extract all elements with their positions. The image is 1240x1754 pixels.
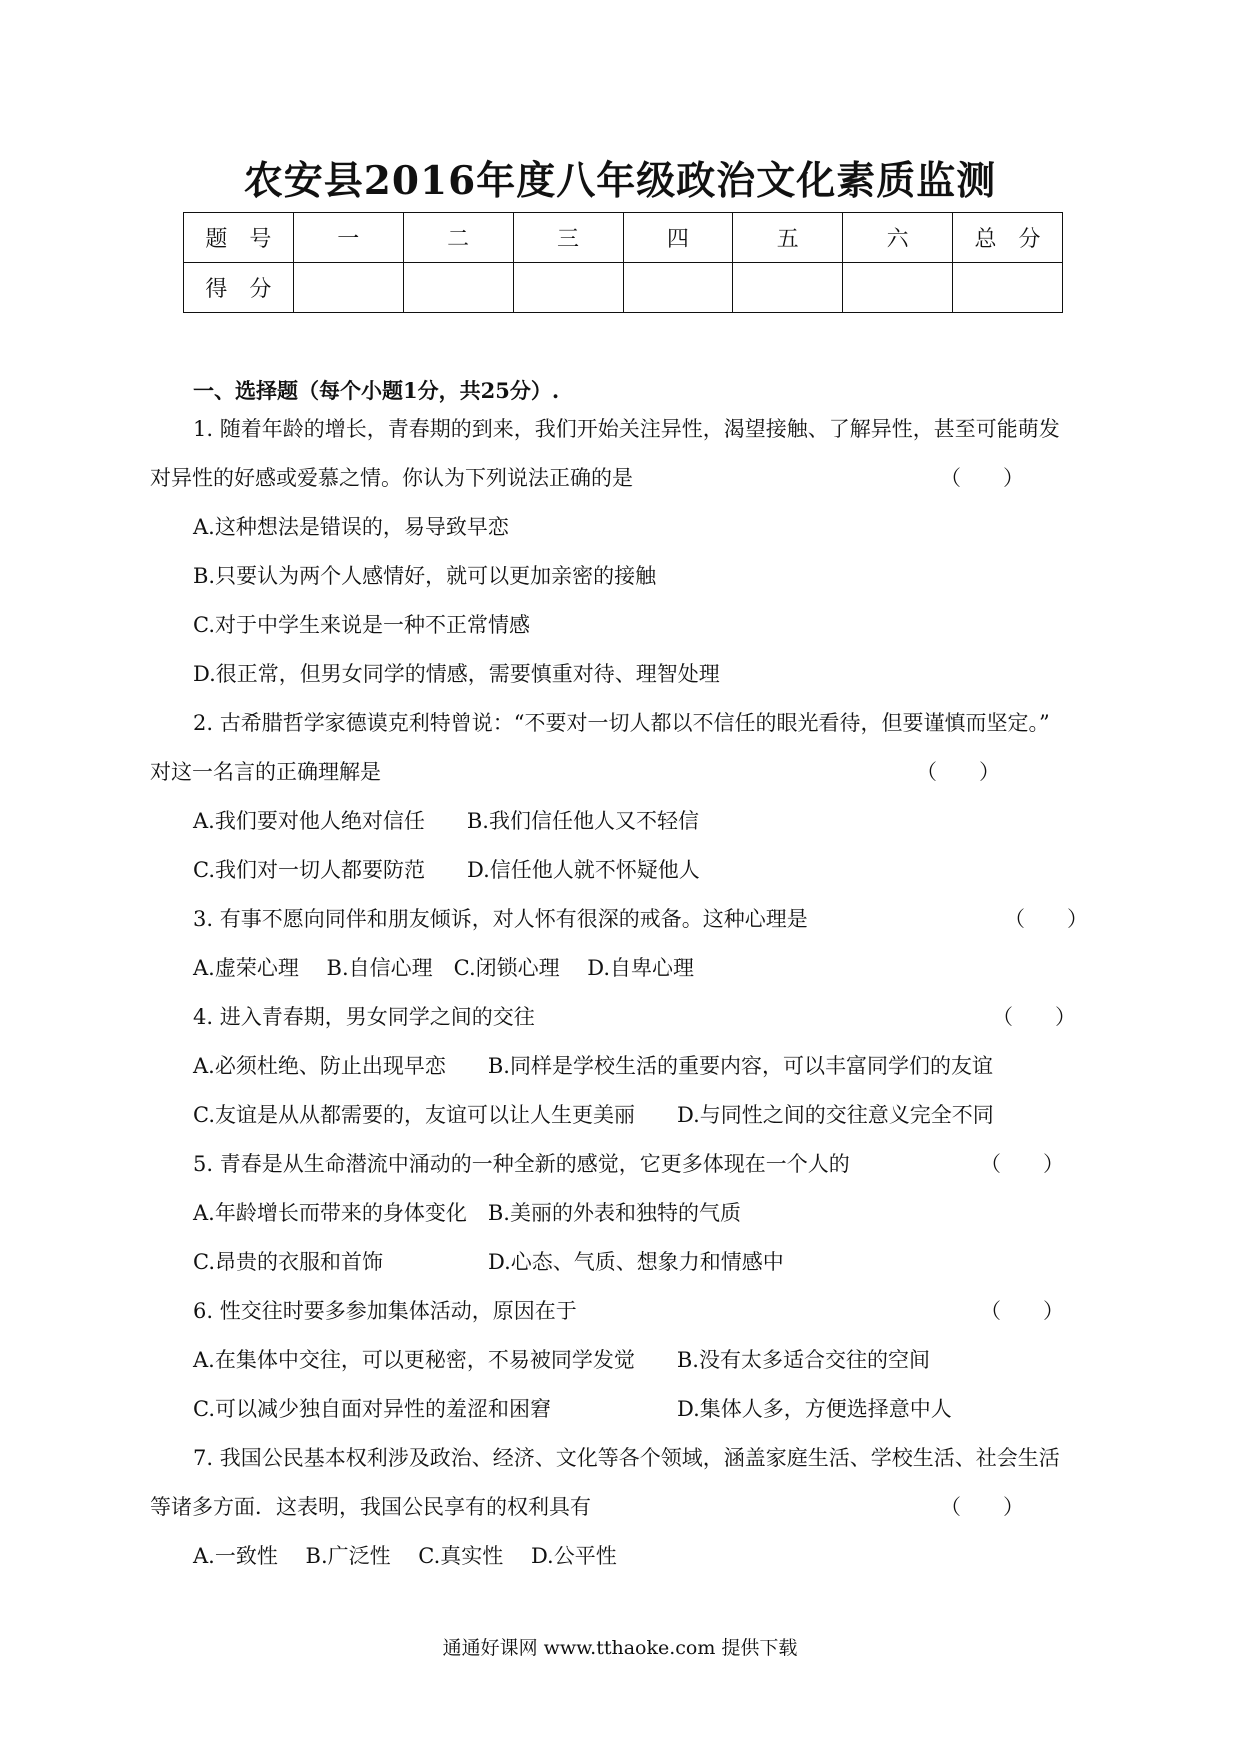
question-line: 2. 古希腊哲学家德谟克利特曾说：“不要对一切人都以不信任的眼光看待，但要谨慎而坚定。” — [193, 711, 1050, 735]
header-cell: 总 分 — [953, 213, 1063, 263]
question-line: A.一致性 B.广泛性 C.真实性 D.公平性 — [193, 1544, 617, 1568]
question-line: C.昂贵的衣服和首饰 D.心态、气质、想象力和情感中 — [193, 1250, 784, 1274]
question-line: 等诸多方面．这表明，我国公民享有的权利具有 — [150, 1495, 591, 1519]
question-line: B.只要认为两个人感情好，就可以更加亲密的接触 — [193, 564, 657, 588]
score-cell — [403, 263, 513, 313]
score-cell — [623, 263, 733, 313]
footer-text: 通通好课网 www.tthaoke.com 提供下载 — [442, 1637, 798, 1659]
question-line: A.我们要对他人绝对信任 B.我们信任他人又不轻信 — [193, 809, 699, 833]
section-title: 一、选择题（每个小题1分，共25分）. — [193, 378, 560, 403]
page-title: 农安县2016年度八年级政治文化素质监测 — [243, 158, 997, 204]
question-line: 3. 有事不愿向同伴和朋友倾诉，对人怀有很深的戒备。这种心理是 — [193, 907, 808, 931]
question-line: 4. 进入青春期，男女同学之间的交往 — [193, 1005, 535, 1029]
question-line: C.可以减少独自面对异性的羞涩和困窘 D.集体人多，方便选择意中人 — [193, 1397, 952, 1421]
question-line: C.我们对一切人都要防范 D.信任他人就不怀疑他人 — [193, 858, 700, 882]
question-line: 5. 青春是从生命潜流中涌动的一种全新的感觉，它更多体现在一个人的 — [193, 1152, 850, 1176]
score-cell — [293, 263, 403, 313]
answer-bracket: （ ） — [940, 1495, 1024, 1519]
answer-bracket: （ ） — [916, 760, 1000, 784]
question-line: 1. 随着年龄的增长，青春期的到来，我们开始关注异性，渴望接触、了解异性，甚至可能萌发 — [193, 417, 1060, 441]
question-line: A.虚荣心理 B.自信心理 C.闭锁心理 D.自卑心理 — [193, 956, 695, 980]
score-cell — [843, 263, 953, 313]
score-table-score-row — [184, 263, 1063, 313]
answer-bracket: （ ） — [992, 1005, 1076, 1029]
score-cell — [953, 263, 1063, 313]
question-line: 6. 性交往时要多参加集体活动，原因在于 — [193, 1299, 577, 1323]
question-line: 7. 我国公民基本权利涉及政治、经济、文化等各个领域，涵盖家庭生活、学校生活、社会生活 — [193, 1446, 1060, 1470]
header-cell: 六 — [843, 213, 953, 263]
score-table-header-row — [184, 213, 1063, 263]
answer-bracket: （ ） — [980, 1152, 1064, 1176]
header-cell: 题 号 — [184, 213, 294, 263]
answer-bracket: （ ） — [940, 466, 1024, 490]
question-line: A.必须杜绝、防止出现早恋 B.同样是学校生活的重要内容，可以丰富同学们的友谊 — [193, 1054, 993, 1078]
question-line: 对这一名言的正确理解是 — [150, 760, 381, 784]
question-line: A.年龄增长而带来的身体变化 B.美丽的外表和独特的气质 — [193, 1201, 741, 1225]
header-cell: 四 — [623, 213, 733, 263]
question-line: C.友谊是从从都需要的，友谊可以让人生更美丽 D.与同性之间的交往意义完全不同 — [193, 1103, 994, 1127]
answer-bracket: （ ） — [1004, 907, 1088, 931]
answer-bracket: （ ） — [980, 1299, 1064, 1323]
question-line: A.在集体中交往，可以更秘密，不易被同学发觉 B.没有太多适合交往的空间 — [193, 1348, 930, 1372]
header-cell: 三 — [513, 213, 623, 263]
question-line: C.对于中学生来说是一种不正常情感 — [193, 613, 530, 637]
score-cell — [733, 263, 843, 313]
score-label-cell: 得 分 — [184, 263, 294, 313]
question-line: A.这种想法是错误的，易导致早恋 — [193, 515, 509, 539]
question-line: 对异性的好感或爱慕之情。你认为下列说法正确的是 — [150, 466, 633, 490]
score-cell — [513, 263, 623, 313]
question-line: D.很正常，但男女同学的情感，需要慎重对待、理智处理 — [193, 662, 720, 686]
header-cell: 一 — [293, 213, 403, 263]
header-cell: 二 — [403, 213, 513, 263]
score-table — [183, 212, 1063, 313]
header-cell: 五 — [733, 213, 843, 263]
